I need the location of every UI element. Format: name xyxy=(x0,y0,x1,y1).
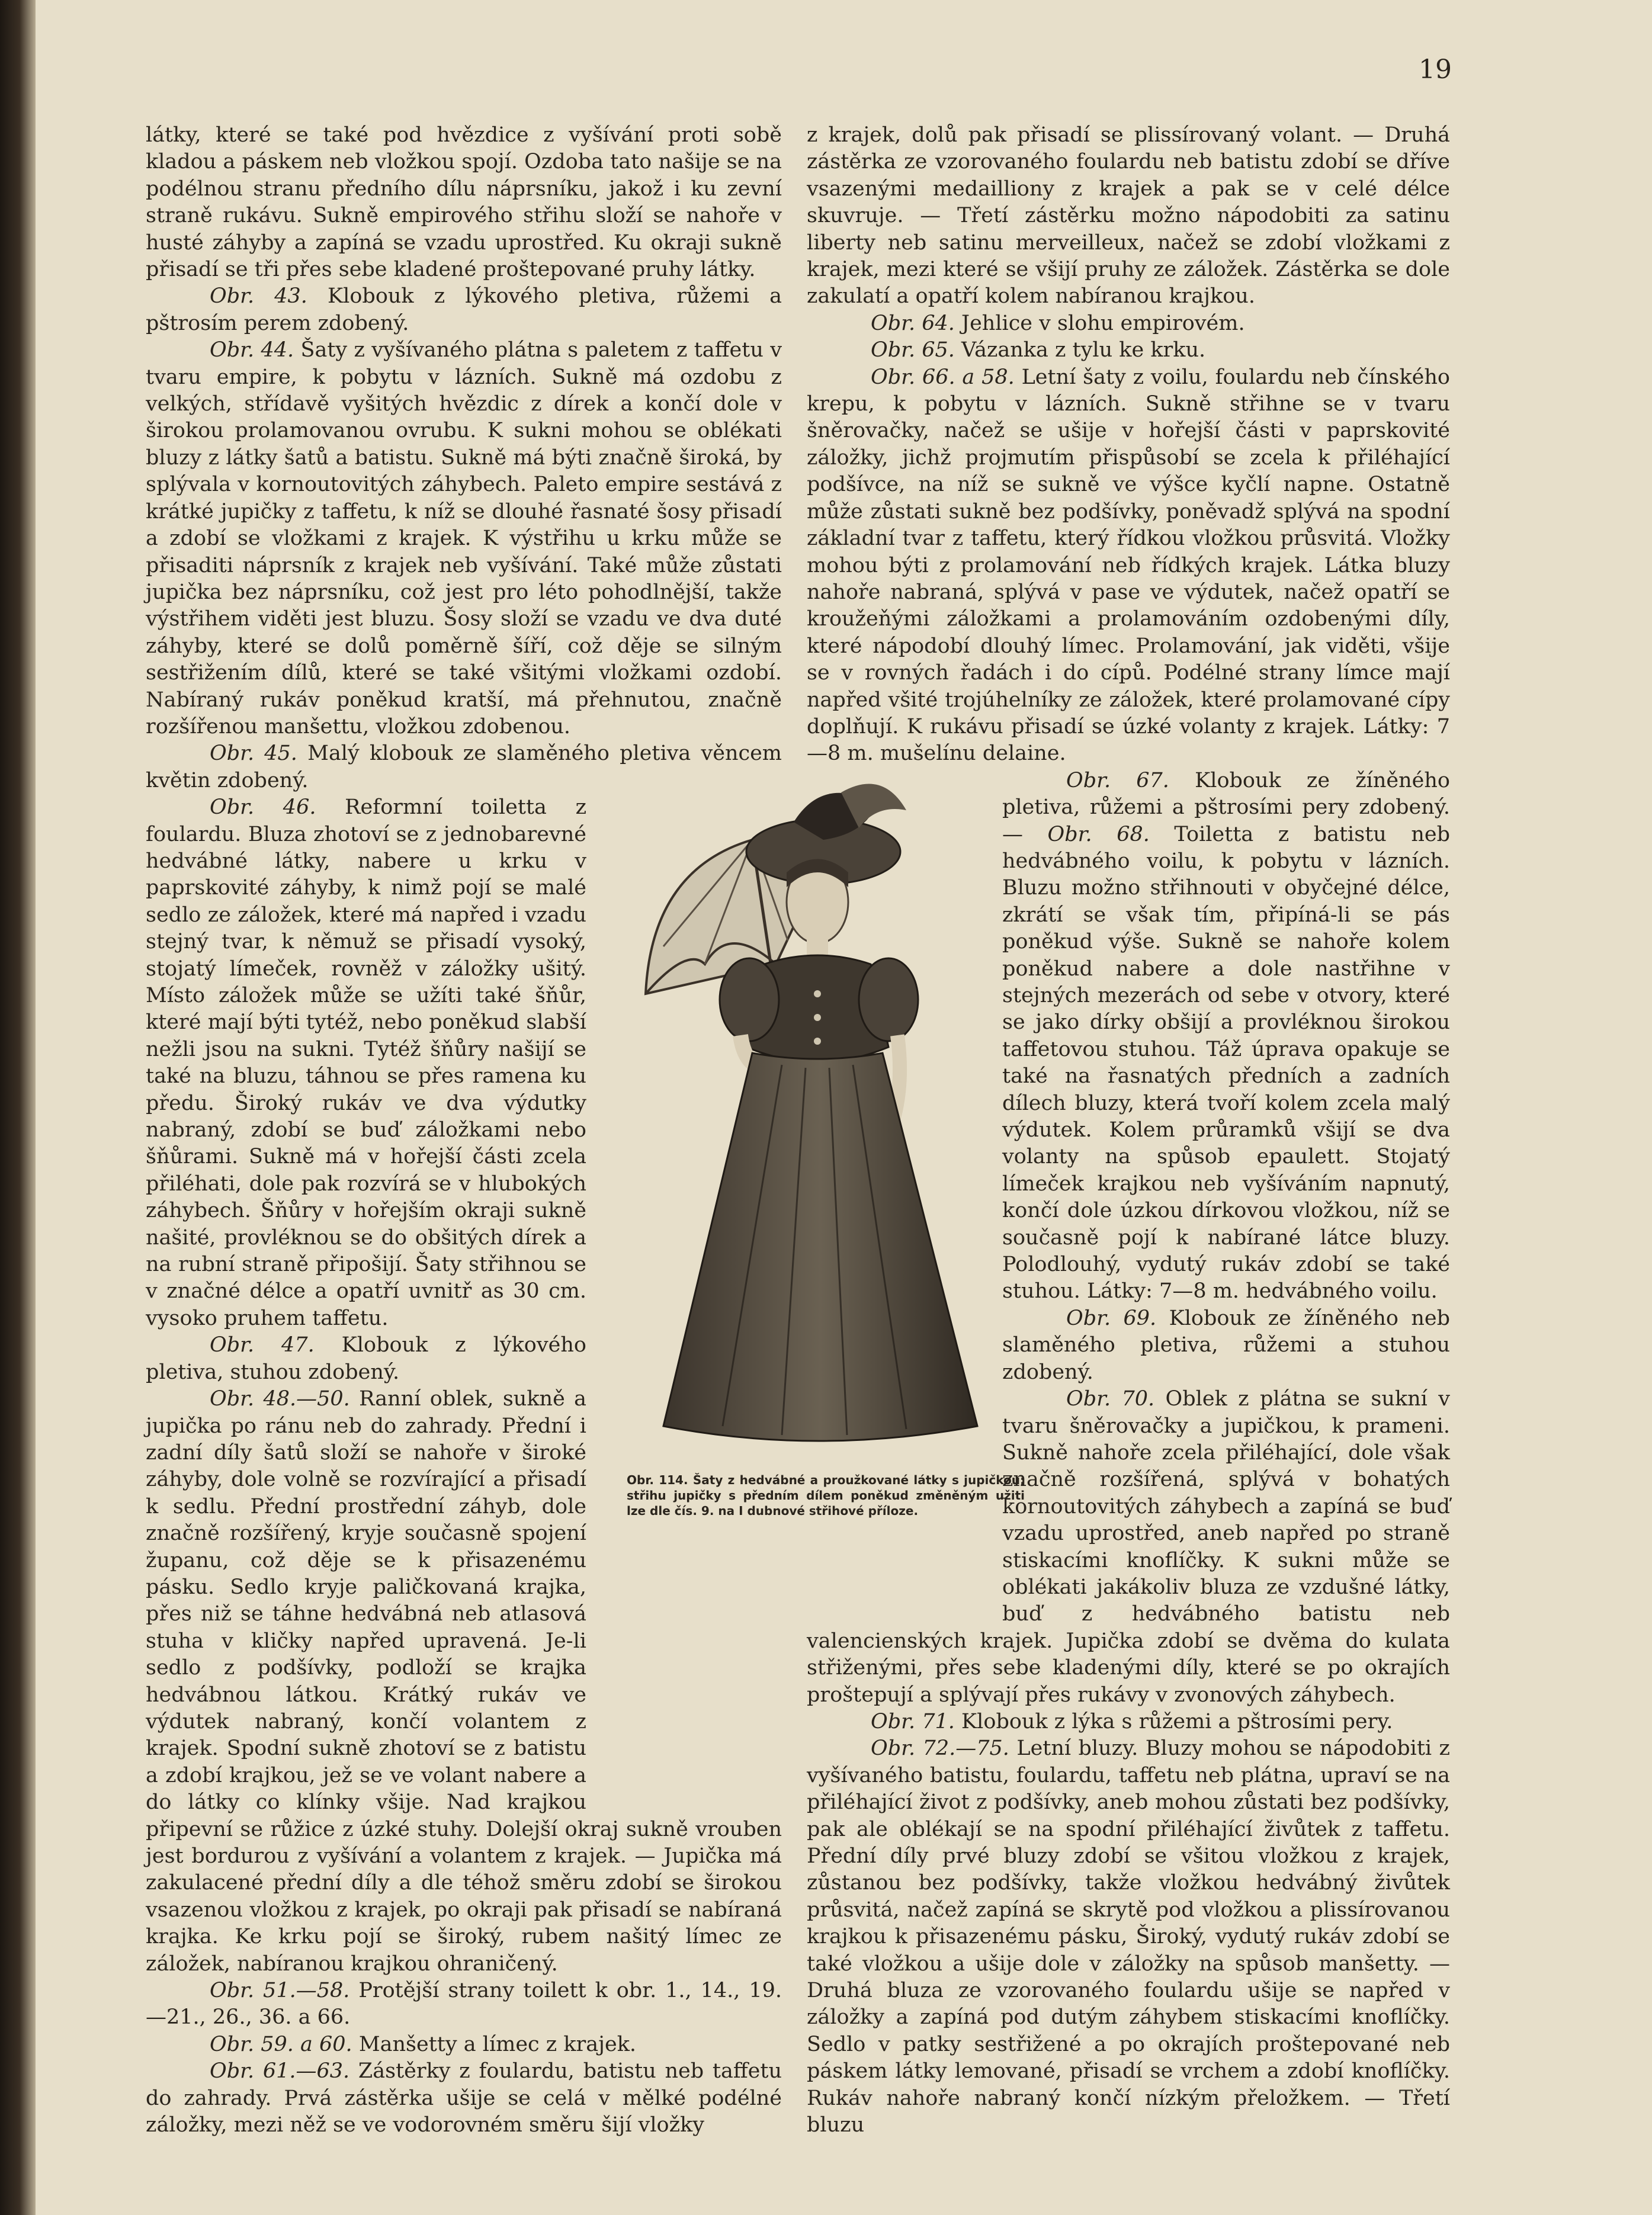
figure-reference: Obr. 44. xyxy=(210,338,294,362)
paragraph-text: Šaty z vyšívaného plátna s paletem z taffetu v tvaru empire, k pobytu v lázních. Sukně má ozdobu z velkých, střídavě vyšitých hvězdic z dírek a končí dole v širokou prolamovanou ovrubu. K sukni mohou se oblékati bluzy z látky šatů a batistu. Sukně má býti značně široká, by splývala v kornoutovitých záhybech. Paleto empire sestává z krátké jupičky z taffetu, k níž se dlouhé řasnaté šosy přisadí a zdobí se vložkami z krajek. K výstřihu u krku může se přisaditi náprsník z krajek neb vyšívání. Také může zůstati jupička bez náprsníku, což jest pro léto pohodlnější, takže výstřihem viděti jest bluzu. Šosy složí se vzadu ve dva duté záhyby, které se dolů poměrně šíří, což děje se silným sestřižením dílů, které se také všitými vložkami ozdobí. Nabíraný rukáv poněkud kratší, má přehnutou, značně rozšířenou manšettu, vložkou zdobenou. xyxy=(146,338,782,739)
paragraph-text: Oblek z plátna se sukní v tvaru šněrovačky a jupičkou, k prameni. Sukně nahoře zcela přiléhající, dole však značně rozšířená, splývá v bohatých kornoutovitých záhybech a zapíná se buď vzadu uprostřed, aneb napřed po straně stiskacími knoflíčky. K sukni může se oblékati jakákoliv bluza ze vzdušné látky, buď z hedvábného batistu neb valencienských krajek. Jupička zdobí se dvěma do kulata střiženými, přes sebe kladenými díly, které se po okrajích proštepují a splývají přes rukávy v zvonových záhybech. xyxy=(807,1387,1450,1707)
book-spine-shadow xyxy=(0,0,36,2215)
paragraph-text: Reformní toiletta z foulardu. Bluza zhotoví se z jednobarevné hedvábné látky, nabere u krku v paprskovité záhyby, k nimž pojí se malé sedlo ze záložek, které má napřed i vzadu stejný tvar, k němuž se přisadí vysoký, stojatý límeček, rovněž v záložky ušitý. Místo záložek může se užíti také šňůr, které mají býti tytéž, nebo poněkud slabší nežli jsou na sukni. Tytéž šňůry našijí se také na bluzu, táhnou se přes ramena ku předu. Široký rukáv ve dva výdutky nabraný, zdobí se buď záložkami nebo šňůrami. Sukně má v hořejší části zcela přiléhati, dole pak rozvírá se v hlubokých záhybech. Šňůry v hořejším okraji sukně našité, provléknou se do obšitých dírek a na rubní straně připošijí. Šaty střihnou se v značné délce a opatří uvnitř as 30 cm. vysoko pruhem taffetu. xyxy=(146,795,587,1330)
figure-reference: Obr. 43. xyxy=(210,284,307,309)
figure-reference: Obr. 66. a 58. xyxy=(871,365,1015,389)
paragraph-text: z krajek, dolů pak přisadí se plissírovaný volant. — Druhá zástěrka ze vzorovaného foulardu neb batistu zdobí se dříve vsazenými medailliony z krajek a pak se v celé délce skuvruje. — Třetí zástěrku možno nápodobiti za satinu liberty neb satinu merveilleux, načež se zdobí vložkami z krajek, mezi které se všijí pruhy ze záložek. Zástěrka se dole zakulatí a opatří kolem nabíranou krajkou. xyxy=(807,123,1450,309)
paragraph-text: Vázanka z tylu ke krku. xyxy=(954,338,1206,362)
paragraph-text: Zástěrky z foulardu, batistu neb taffetu do zahrady. Prvá zástěrka ušije se celá v mělké podélné záložky, mezi něž se ve vodorovném směru šijí vložky xyxy=(146,2059,782,2137)
paragraph-text: Manšetty a límec z krajek. xyxy=(352,2032,637,2056)
paragraph xyxy=(146,1978,782,2031)
paragraph xyxy=(807,310,1450,337)
figure-caption: Obr. 114. Šaty z hedvábné a proužkované látky s jupičkou; střihu jupičky s předním dílem poněkud změněným užiti lze dle čís. 9. na I dubnové střihové příloze. xyxy=(627,1473,1025,1518)
figure-reference: Obr. 61.—63. xyxy=(210,2059,350,2084)
paragraph xyxy=(807,1709,1450,1735)
figure-reference: Obr. 51.—58. xyxy=(210,1979,350,2003)
paragraph-text: Ranní oblek, sukně a jupička po ránu neb do zahrady. Přední i zadní díly šatů složí se nahoře v široké záhyby, dole volně se rozvírající a přisadí k sedlu. Přední prostřední záhyb, dole značně rozšířený, kryje současně spojení županu, což děje se k přisazenému pásku. Sedlo kryje paličkovaná krajka, přes niž se táhne hedvábná neb atlasová stuha v kličky napřed upravená. Je-li sedlo z podšívky, podloží se krajka hedvábnou látkou. Krátký rukáv ve výdutek nabraný, končí volantem z krajek. Spodní sukně zhotoví se z batistu a zdobí krajkou, jež se ve volant nabere a do látky co klínky všije. Nad krajkou připevní se růžice z úzké stuhy. Dolejší okraj sukně vrouben jest bordurou z vyšívání a volantem z krajek. — Jupička má zakulacené přední díly a dle téhož směru zdobí se širokou vsazenou vložkou z krajek, po okraji pak přisadí se nabíraná krajka. Ke krku pojí se široký, rubem našitý límec ze záložek, nabíranou krajkou ohraničený. xyxy=(146,1387,782,1976)
paragraph-text: Toiletta z batistu neb hedvábného voilu, k pobytu v lázních. Bluzu možno střihnouti v obyčejné délce, zkrátí se však tím, připíná-li se pás poněkud výše. Sukně se nahoře kolem poněkud nabere a dole nastřihne v stejných mezerách od sebe v otvory, které se jako dírky obšijí a provléknou širokou taffetovou stuhou. Táž úprava opakuje se také na řasnatých předních a zadních dílech bluzy, která tvoří kolem zcela malý výdutek. Kolem průramků všijí se dva volanty na spůsob epaulett. Stojatý límeček krajkou neb vyšíváním napnutý, končí dole úzkou dírkovou vložkou, níž se současně pojí k nabírané látce bluzy. Polodlouhý, vydutý rukáv zdobí se také stuhou. Látky: 7—8 m. hedvábného voilu. xyxy=(1002,822,1450,1304)
figure-reference: Obr. 70. xyxy=(1066,1387,1155,1411)
fashion-illustration xyxy=(628,769,1031,1456)
paragraph xyxy=(807,337,1450,364)
figure-reference: Obr. 67. xyxy=(1066,768,1169,792)
paragraph xyxy=(146,2031,782,2058)
paragraph-text: Klobouk ze žíněného pletiva, růžemi a pštrosími pery zdobený. — xyxy=(1002,768,1450,846)
paragraph xyxy=(807,364,1450,768)
paragraph-text: Jehlice v slohu empirovém. xyxy=(954,311,1245,335)
paragraph-text: Klobouk z lýka s růžemi a pštrosími pery. xyxy=(954,1709,1393,1734)
paragraph xyxy=(146,2058,782,2139)
figure-reference: Obr. 69. xyxy=(1066,1306,1157,1330)
figure-reference: Obr. 68. xyxy=(1047,822,1150,846)
figure-reference: Obr. 45. xyxy=(210,741,297,766)
paragraph-text: Klobouk z lýkového pletiva, stuhou zdobený. xyxy=(146,1333,586,1384)
paragraph xyxy=(807,122,1450,310)
figure-reference: Obr. 72.—75. xyxy=(871,1736,1009,1761)
page-number: 19 xyxy=(1419,54,1452,85)
figure-reference: Obr. 64. xyxy=(871,311,955,335)
paragraph xyxy=(146,122,782,283)
paragraph-text: Protější strany toilett k obr. 1., 14., 19.—21., 26., 36. a 66. xyxy=(146,1979,782,2030)
figure-reference: Obr. 71. xyxy=(871,1709,955,1734)
paragraph-text: látky, které se také pod hvězdice z vyšívání proti sobě kladou a páskem neb vložkou spojí. Ozdoba tato našije se na podélnou stranu předního dílu náprsníku, jakož i ku zevní straně rukávu. Sukně empirového střihu složí se nahoře v husté záhyby a zapíná se vzadu uprostřed. Ku okraji sukně přisadí se tři přes sebe kladené proštepované pruhy látky. xyxy=(146,123,782,282)
figure-reference: Obr. 46. xyxy=(210,795,316,820)
paragraph xyxy=(146,337,782,740)
skirt xyxy=(663,1053,977,1441)
paragraph xyxy=(146,283,782,337)
figure-reference: Obr. 48.—50. xyxy=(210,1387,350,1411)
paragraph-text: Letní šaty z voilu, foulardu neb čínského krepu, k pobytu v lázních. Sukně střihne se v tvaru šněrovačky, načež se ušije v hořejší části v paprskovité záložky, jichž projmutím přispůsobí se zcela k přiléhající podšívce, na níž se sukně ve výšce kyčlí napne. Ostatně může zůstati sukně bez podšívky, poněvadž splývá na spodní základní tvar z taffetu, který řídkou vložkou průsvitá. Vložky mohou býti z prolamování neb řídkých krajek. Látka bluzy nahoře nabraná, splývá v pase ve výdutek, načež opatří se kroužeňými záložkami a prolamováním ozdobenými díly, které nápodobí dlouhý límec. Prolamování, jak viděti, všije se v rovných řadách i do cípů. Podélné strany límce mají napřed všité trojúhelníky ze záložek, které prolamované cípy doplňují. K rukávu přisadí se úzké volanty z krajek. Látky: 7—8 m. mušelínu delaine. xyxy=(807,365,1450,766)
paragraph-text: Letní bluzy. Bluzy mohou se nápodobiti z vyšívaného batistu, foulardu, taffetu neb plátna, upraví se na přiléhající život z podšívky, aneb mohou zůstati bez podšívky, pak ale oblékají se na spodní přiléhající živůtek z taffetu. Přední díly prvé bluzy zdobí se všitou vložkou z krajek, zůstanou bez podšívky, takže vložkou hedvábný živůtek průsvitá, načež zapíná se skrytě pod vložkou a plissírovanou krajkou k přisazenému pásku, Široký, vydutý rukáv zdobí se také vložkou a ušije dole v záložky na spůsob manšetty. — Druhá bluza ze vzorovaného foulardu ušije se napřed v záložky a zapíná pod dutým záhybem stiskacími knoflíčky. Sedlo v patky sestřižené a po okrajích proštepované neb páskem látky lemované, přisadí se vrchem a zdobí knoflíčky. Rukáv nahoře nabraný končí nízkým přeložkem. — Třetí bluzu xyxy=(807,1736,1450,2137)
figure-reference: Obr. 65. xyxy=(871,338,955,362)
paragraph-text: Malý klobouk ze slaměného pletiva věncem květin zdobený. xyxy=(146,741,782,792)
figure-reference: Obr. 47. xyxy=(210,1333,315,1357)
figure-reference: Obr. 59. a 60. xyxy=(210,2032,352,2056)
paragraph xyxy=(807,1735,1450,2139)
paragraph-text: Klobouk z lýkového pletiva, růžemi a pštrosím perem zdobený. xyxy=(146,284,782,335)
paragraph-text: Klobouk ze žíněného neb slaměného pletiva, růžemi a stuhou zdobený. xyxy=(1002,1306,1450,1384)
